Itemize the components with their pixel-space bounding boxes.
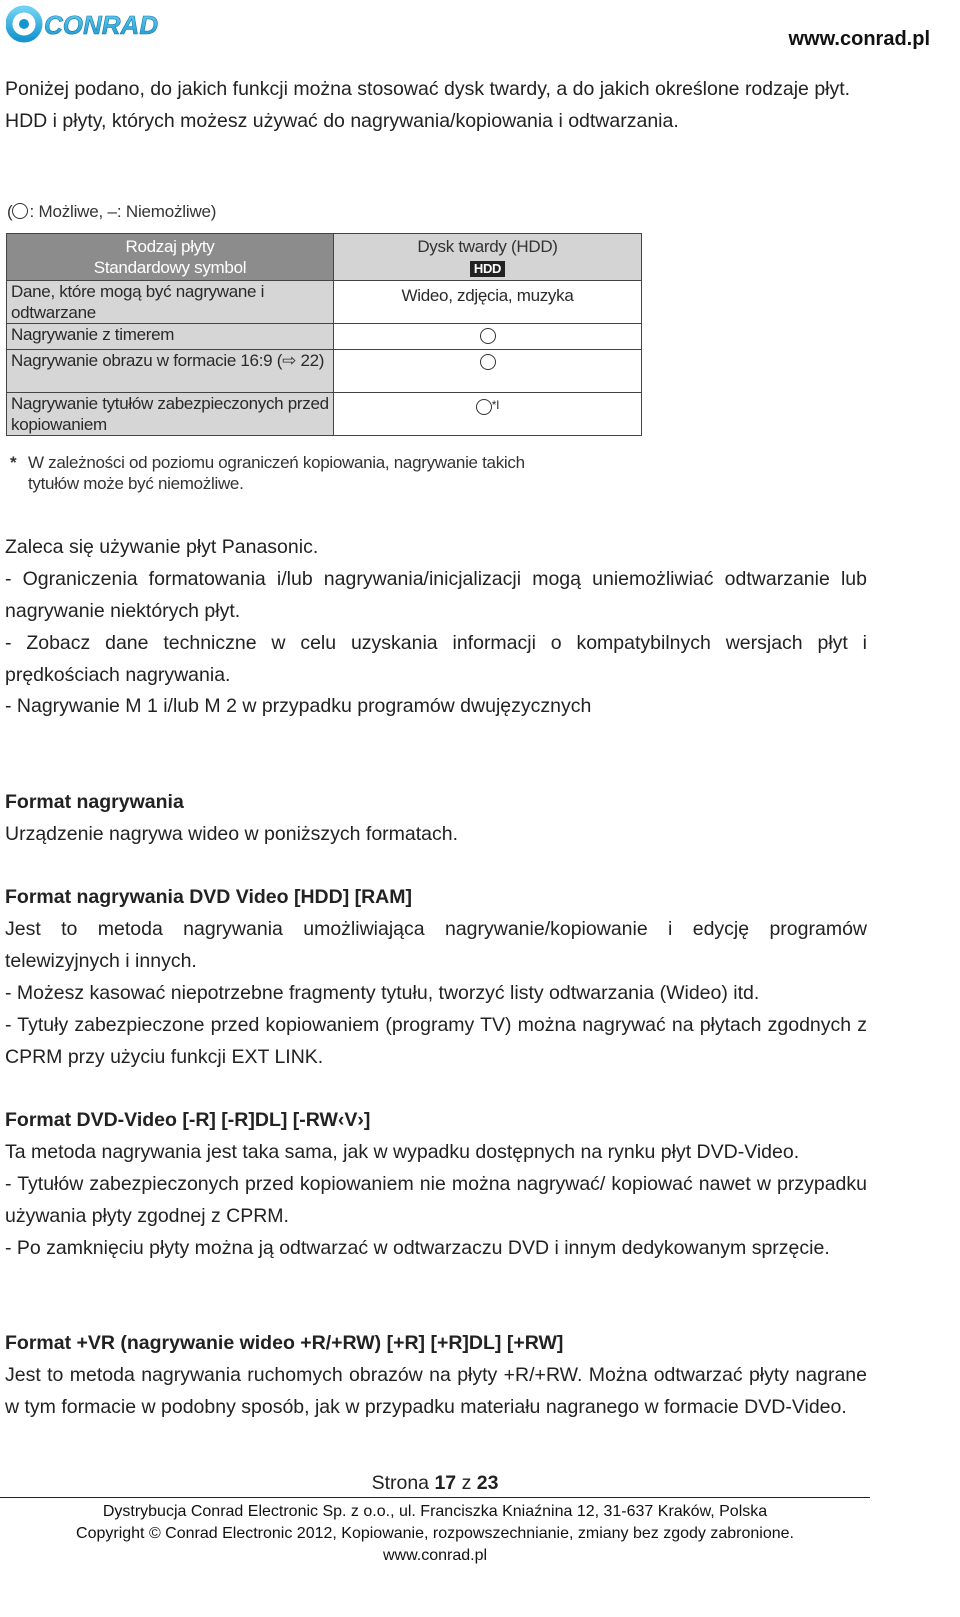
footer-address: Dystrybucja Conrad Electronic Sp. z o.o., ul. Franciszka Kniaźnina 12, 31-637 Kraków, Polska bbox=[102, 1503, 768, 1520]
body-paragraph: - Nagrywanie M 1 i/lub M 2 w przypadku programów dwujęzycznych bbox=[5, 695, 592, 717]
intro-line-1: Poniżej podano, do jakich funkcji można stosować dysk twardy, a do jakich określone rodzaje płyt. bbox=[5, 78, 851, 100]
footer-url[interactable]: www.conrad.pl bbox=[382, 1547, 488, 1564]
possible-circle-icon bbox=[480, 328, 496, 344]
figure-legend: ( : Możliwe, –: Niemożliwe) bbox=[7, 202, 217, 221]
possible-circle-icon bbox=[476, 399, 492, 415]
row-label: Nagrywanie z timerem bbox=[7, 324, 334, 350]
table-footnote: * W zależności od poziomu ograniczeń kopiowania, nagrywanie takich tytułów może być niemożliwe. bbox=[10, 453, 525, 493]
body-paragraph: - Tytuły zabezpieczone przed kopiowaniem (programy TV) można nagrywać na płytach zgodnych z CPRM przy użyciu funkcji EXT LINK. bbox=[5, 1014, 867, 1068]
footer-divider bbox=[0, 1497, 870, 1498]
intro-text bbox=[5, 73, 867, 137]
footer-copyright: Copyright © Conrad Electronic 2012, Kopiowanie, rozpowszechnianie, zmiany bez zgody zabronione. bbox=[76, 1525, 794, 1542]
site-url[interactable]: www.conrad.pl bbox=[788, 28, 930, 50]
body-paragraph: Urządzenie nagrywa wideo w poniższych formatach. bbox=[5, 823, 459, 845]
body-paragraph: Ta metoda nagrywania jest taka sama, jak w wypadku dostępnych na rynku płyt DVD-Video. bbox=[5, 1141, 800, 1163]
row-value: Wideo, zdjęcia, muzyka bbox=[334, 281, 642, 324]
row-label: Dane, które mogą być nagrywane i odtwarzane bbox=[7, 281, 334, 324]
possible-circle-icon bbox=[480, 354, 496, 370]
body-paragraph: Zaleca się używanie płyt Panasonic. bbox=[5, 536, 319, 558]
table-row bbox=[7, 393, 642, 436]
body-paragraph: Jest to metoda nagrywania ruchomych obrazów na płyty +R/+RW. Można odtwarzać płyty nagrane w tym formacie w podobny sposób, jak w przypadku materiału nagranego w formacie DVD-Video. bbox=[5, 1364, 867, 1418]
page-number: Strona 17 z 23 bbox=[371, 1472, 499, 1494]
body-paragraph: - Możesz kasować niepotrzebne fragmenty tytułu, tworzyć listy odtwarzania (Wideo) itd. bbox=[5, 982, 760, 1004]
conrad-logo[interactable] bbox=[6, 2, 166, 46]
table-row bbox=[7, 281, 642, 324]
row-label: Nagrywanie tytułów zabezpieczonych przed kopiowaniem bbox=[7, 393, 334, 436]
table-row bbox=[7, 350, 642, 393]
disc-compatibility-table bbox=[6, 233, 642, 436]
body-paragraph: - Tytułów zabezpieczonych przed kopiowaniem nie można nagrywać/ kopiować nawet w przypadku używania płyty zgodnej z CPRM. bbox=[5, 1173, 867, 1227]
table-header-disc-type: Rodzaj płyty Standardowy symbol bbox=[7, 234, 334, 281]
section-heading: Format DVD-Video [-R] [-R]DL] [-RW‹V›] bbox=[5, 1109, 371, 1131]
circle-symbol-icon bbox=[12, 203, 28, 219]
row-value bbox=[334, 350, 642, 393]
row-label: Nagrywanie obrazu w formacie 16:9 (⇨ 22) bbox=[7, 350, 334, 393]
table-header-hdd: Dysk twardy (HDD) HDD bbox=[334, 234, 642, 281]
body-paragraph: - Po zamknięciu płyty można ją odtwarzać w odtwarzaczu DVD i innym dedykowanym sprzęcie. bbox=[5, 1237, 830, 1259]
table-header-row bbox=[7, 234, 642, 281]
section-heading: Format nagrywania DVD Video [HDD] [RAM] bbox=[5, 886, 413, 908]
svg-text:CONRAD: CONRAD bbox=[44, 10, 159, 40]
row-value: *I bbox=[334, 393, 642, 436]
body-paragraph: - Ograniczenia formatowania i/lub nagrywania/inicjalizacji mogą uniemożliwiać odtwarzanie lub nagrywanie niektórych płyt. bbox=[5, 568, 867, 622]
section-heading: Format nagrywania bbox=[5, 791, 184, 813]
body-paragraph: Jest to metoda nagrywania umożliwiająca nagrywanie/kopiowanie i edycję programów telewizyjnych i innych. bbox=[5, 918, 867, 972]
intro-line-2: HDD i płyty, których możesz używać do nagrywania/kopiowania i odtwarzania. bbox=[5, 110, 679, 132]
section-heading: Format +VR (nagrywanie wideo +R/+RW) [+R] [+R]DL] [+RW] bbox=[5, 1332, 564, 1354]
hdd-badge: HDD bbox=[470, 261, 505, 277]
row-value bbox=[334, 324, 642, 350]
body-paragraph: - Zobacz dane techniczne w celu uzyskania informacji o kompatybilnych wersjach płyt i prędkościach nagrywania. bbox=[5, 632, 867, 686]
table-row bbox=[7, 324, 642, 350]
